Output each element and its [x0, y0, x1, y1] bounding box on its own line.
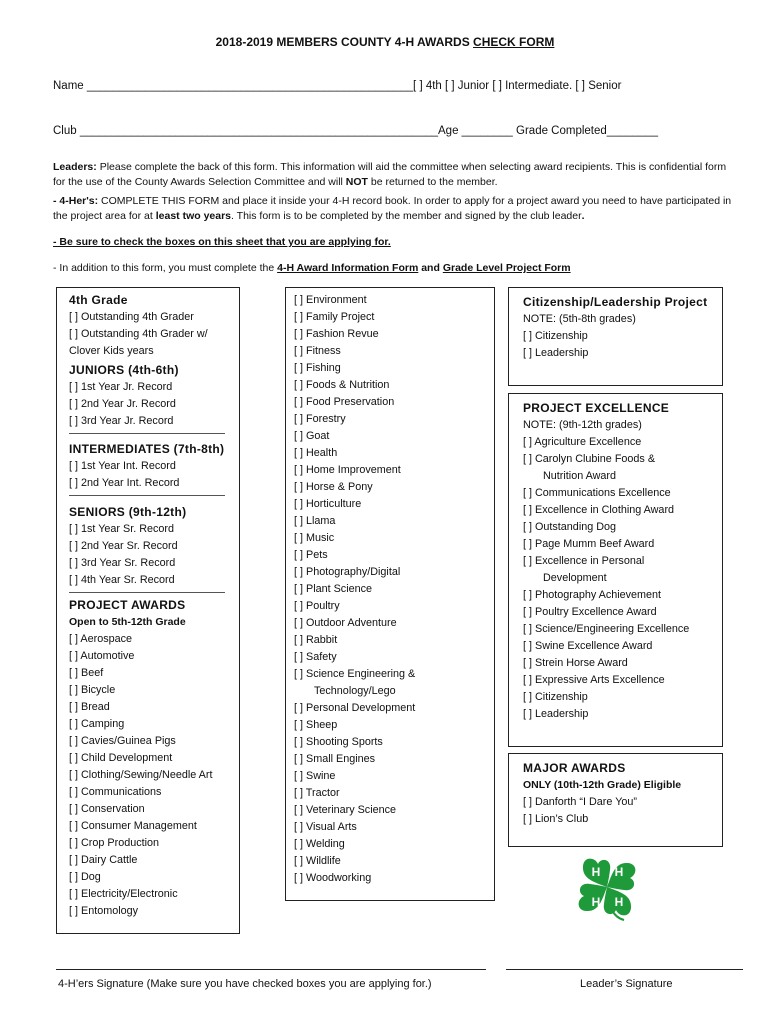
checkbox-item[interactable]: [ ] Page Mumm Beef Award: [523, 538, 655, 550]
excellence-heading: PROJECT EXCELLENCE: [523, 401, 670, 415]
checkbox-item[interactable]: [ ] Small Engines: [294, 753, 376, 765]
checkbox-item[interactable]: [ ] Food Preservation: [294, 396, 395, 408]
intermediates-list: [69, 458, 225, 492]
checkbox-item[interactable]: [ ] Llama: [294, 515, 336, 527]
checkbox-item[interactable]: [ ] Lion’s Club: [523, 813, 589, 825]
checkbox-item[interactable]: [ ] Cavies/Guinea Pigs: [69, 735, 176, 747]
member-signature-label: 4-H’ers Signature (Make sure you have checked boxes you are applying for.): [58, 978, 432, 990]
svg-text:H: H: [591, 865, 601, 879]
citizenship-heading: Citizenship/Leadership Project: [523, 295, 708, 309]
checkbox-item[interactable]: [ ] Veterinary Science: [294, 804, 397, 816]
divider: [69, 433, 225, 434]
juniors-list: [69, 379, 225, 430]
form-title: 2018-2019 MEMBERS COUNTY 4-H AWARDS CHECK FORM: [215, 35, 555, 49]
checkbox-item[interactable]: [ ] Carolyn Clubine Foods &: [523, 453, 656, 465]
fourth-grade-list: [69, 309, 225, 360]
list-item-continuation: Development: [543, 572, 607, 584]
divider: [69, 592, 225, 593]
major-awards-list: [523, 794, 681, 828]
checkbox-item[interactable]: [ ] Safety: [294, 651, 337, 663]
checkbox-item[interactable]: [ ] 2nd Year Sr. Record: [69, 540, 178, 552]
club-line: Club ________________________________________________________Age ________ Grade Completed________: [53, 125, 658, 137]
left-column: [69, 292, 225, 920]
checkbox-item[interactable]: [ ] Fashion Revue: [294, 328, 379, 340]
project-awards-subheading: Open to 5th-12th Grade: [69, 616, 186, 628]
checkbox-item[interactable]: [ ] Tractor: [294, 787, 340, 799]
major-awards-subheading: ONLY (10th-12th Grade) Eligible: [523, 779, 682, 791]
intermediates-heading: INTERMEDIATES (7th-8th): [69, 442, 225, 456]
checkbox-item[interactable]: [ ] Dairy Cattle: [69, 854, 138, 866]
checkbox-item[interactable]: [ ] Science/Engineering Excellence: [523, 623, 690, 635]
leader-signature-label: Leader’s Signature: [580, 978, 673, 990]
checkbox-item[interactable]: [ ] Goat: [294, 430, 330, 442]
checkbox-item[interactable]: [ ] Camping: [69, 718, 125, 730]
major-awards-heading: MAJOR AWARDS: [523, 761, 626, 775]
checkbox-item[interactable]: [ ] Outstanding 4th Grader: [69, 311, 194, 323]
checkbox-item[interactable]: [ ] 2nd Year Int. Record: [69, 477, 180, 489]
checkbox-item[interactable]: [ ] Dog: [69, 871, 101, 883]
checkbox-item[interactable]: [ ] Rabbit: [294, 634, 338, 646]
checkbox-item[interactable]: [ ] Sheep: [294, 719, 338, 731]
juniors-heading: JUNIORS (4th-6th): [69, 363, 179, 377]
list-item-continuation: Technology/Lego: [314, 685, 396, 697]
checkbox-item[interactable]: [ ] Welding: [294, 838, 345, 850]
svg-text:H: H: [591, 895, 601, 909]
checkbox-item[interactable]: [ ] Fishing: [294, 362, 341, 374]
svg-text:H: H: [614, 895, 624, 909]
checkbox-item[interactable]: [ ] Automotive: [69, 650, 135, 662]
checkbox-item[interactable]: [ ] 3rd Year Sr. Record: [69, 557, 176, 569]
checkbox-item[interactable]: [ ] 4th Year Sr. Record: [69, 574, 175, 586]
seniors-list: [69, 521, 225, 589]
seniors-heading: SENIORS (9th-12th): [69, 505, 187, 519]
4h-clover-icon: [572, 852, 642, 922]
checkbox-item[interactable]: [ ] Clothing/Sewing/Needle Art: [69, 769, 213, 781]
checkbox-item[interactable]: [ ] Citizenship: [523, 691, 588, 703]
checkbox-item[interactable]: [ ] Agriculture Excellence: [523, 436, 642, 448]
checkbox-item[interactable]: [ ] Conservation: [69, 803, 145, 815]
checkbox-item[interactable]: [ ] Excellence in Clothing Award: [523, 504, 675, 516]
leaders-paragraph: Leaders: Please complete the back of this form. This information will aid the committee when selecting award recipients. This is confidential form for the use of the County Awards Selection Committee and will NOT be returned to the member.: [53, 161, 727, 188]
checkbox-item[interactable]: [ ] Swine: [294, 770, 336, 782]
checkbox-item[interactable]: [ ] Photography Achievement: [523, 589, 662, 601]
checkbox-item[interactable]: [ ] Crop Production: [69, 837, 160, 849]
svg-text:H: H: [614, 865, 624, 879]
checkbox-item[interactable]: [ ] Wildlife: [294, 855, 341, 867]
checkbox-item[interactable]: [ ] Music: [294, 532, 335, 544]
checkbox-item[interactable]: [ ] Environment: [294, 294, 367, 306]
4hers-paragraph: - 4-Her's: COMPLETE THIS FORM and place it inside your 4-H record book. In order to apply for a project award you need to have participated in the project area for at least two years. This form is to be completed by the member and signed by the club leader.: [53, 195, 732, 222]
checkbox-item[interactable]: [ ] Strein Horse Award: [523, 657, 628, 669]
checkbox-item[interactable]: [ ] Beef: [69, 667, 104, 679]
citizenship-note: NOTE: (5th-8th grades): [523, 313, 636, 325]
checkbox-item[interactable]: [ ] Outdoor Adventure: [294, 617, 397, 629]
citizenship-list: [523, 328, 707, 362]
checkbox-item[interactable]: [ ] Fitness: [294, 345, 341, 357]
checkbox-item[interactable]: [ ] Photography/Digital: [294, 566, 401, 578]
checkbox-item[interactable]: [ ] Poultry Excellence Award: [523, 606, 657, 618]
checkbox-item[interactable]: [ ] Poultry: [294, 600, 340, 612]
fourth-grade-heading: 4th Grade: [69, 293, 128, 307]
checkbox-item[interactable]: [ ] Science Engineering &: [294, 668, 416, 680]
checkbox-item[interactable]: [ ] 3rd Year Jr. Record: [69, 415, 174, 427]
checkbox-item[interactable]: [ ] Pets: [294, 549, 328, 561]
checkbox-item[interactable]: [ ] Expressive Arts Excellence: [523, 674, 665, 686]
checkbox-item[interactable]: [ ] Swine Excellence Award: [523, 640, 653, 652]
checkbox-item[interactable]: [ ] 1st Year Int. Record: [69, 460, 176, 472]
checkbox-item[interactable]: [ ] Communications Excellence: [523, 487, 671, 499]
excellence-list: [523, 434, 689, 723]
checkbox-item[interactable]: [ ] Aerospace: [69, 633, 133, 645]
checkbox-item[interactable]: [ ] Outstanding 4th Grader w/: [69, 328, 208, 340]
checkbox-item[interactable]: [ ] Consumer Management: [69, 820, 197, 832]
checkbox-item[interactable]: [ ] Shooting Sports: [294, 736, 383, 748]
checkbox-item[interactable]: [ ] Horticulture: [294, 498, 362, 510]
project-awards-list: [69, 631, 225, 920]
checkbox-item[interactable]: [ ] Forestry: [294, 413, 346, 425]
checkbox-item[interactable]: [ ] Leadership: [523, 708, 589, 720]
member-signature-line[interactable]: [56, 969, 486, 970]
checkbox-item[interactable]: [ ] Excellence in Personal: [523, 555, 645, 567]
check-boxes-note: - Be sure to check the boxes on this sheet that you are applying for.: [53, 236, 391, 248]
checkbox-item[interactable]: [ ] Electricity/Electronic: [69, 888, 178, 900]
checkbox-item[interactable]: [ ] Outstanding Dog: [523, 521, 617, 533]
checkbox-item[interactable]: [ ] 1st Year Sr. Record: [69, 523, 175, 535]
checkbox-item[interactable]: [ ] Communications: [69, 786, 162, 798]
checkbox-item[interactable]: [ ] Foods & Nutrition: [294, 379, 390, 391]
list-item-continuation: Nutrition Award: [543, 470, 617, 482]
checkbox-item[interactable]: [ ] Family Project: [294, 311, 375, 323]
checkbox-item[interactable]: [ ] Visual Arts: [294, 821, 357, 833]
checkbox-item[interactable]: [ ] Home Improvement: [294, 464, 401, 476]
checkbox-item[interactable]: [ ] Bicycle: [69, 684, 116, 696]
excellence-note: NOTE: (9th-12th grades): [523, 419, 642, 431]
divider: [69, 495, 225, 496]
checkbox-item[interactable]: [ ] Woodworking: [294, 872, 372, 884]
name-line: Name ___________________________________________________[ ] 4th [ ] Junior [ ] Intermediate. [ ] Senior: [53, 80, 622, 92]
checkbox-item[interactable]: [ ] Personal Development: [294, 702, 416, 714]
middle-column-list: [294, 292, 415, 887]
checkbox-item[interactable]: [ ] Citizenship: [523, 330, 588, 342]
checkbox-item[interactable]: [ ] 2nd Year Jr. Record: [69, 398, 176, 410]
checkbox-item[interactable]: [ ] Plant Science: [294, 583, 373, 595]
checkbox-item[interactable]: [ ] Child Development: [69, 752, 173, 764]
addition-note: - In addition to this form, you must complete the 4-H Award Information Form and Grade Level Project Form: [53, 262, 571, 274]
list-item-continuation: Clover Kids years: [69, 345, 154, 357]
leader-signature-line[interactable]: [506, 969, 743, 970]
project-awards-heading: PROJECT AWARDS: [69, 598, 186, 612]
checkbox-item[interactable]: [ ] Bread: [69, 701, 110, 713]
excellence-section: [523, 399, 689, 723]
major-awards-section: [523, 759, 681, 828]
checkbox-item[interactable]: [ ] Danforth “I Dare You”: [523, 796, 638, 808]
checkbox-item[interactable]: [ ] Horse & Pony: [294, 481, 373, 493]
citizenship-section: [523, 293, 707, 362]
checkbox-item[interactable]: [ ] Entomology: [69, 905, 139, 917]
checkbox-item[interactable]: [ ] Health: [294, 447, 338, 459]
checkbox-item[interactable]: [ ] Leadership: [523, 347, 589, 359]
checkbox-item[interactable]: [ ] 1st Year Jr. Record: [69, 381, 173, 393]
